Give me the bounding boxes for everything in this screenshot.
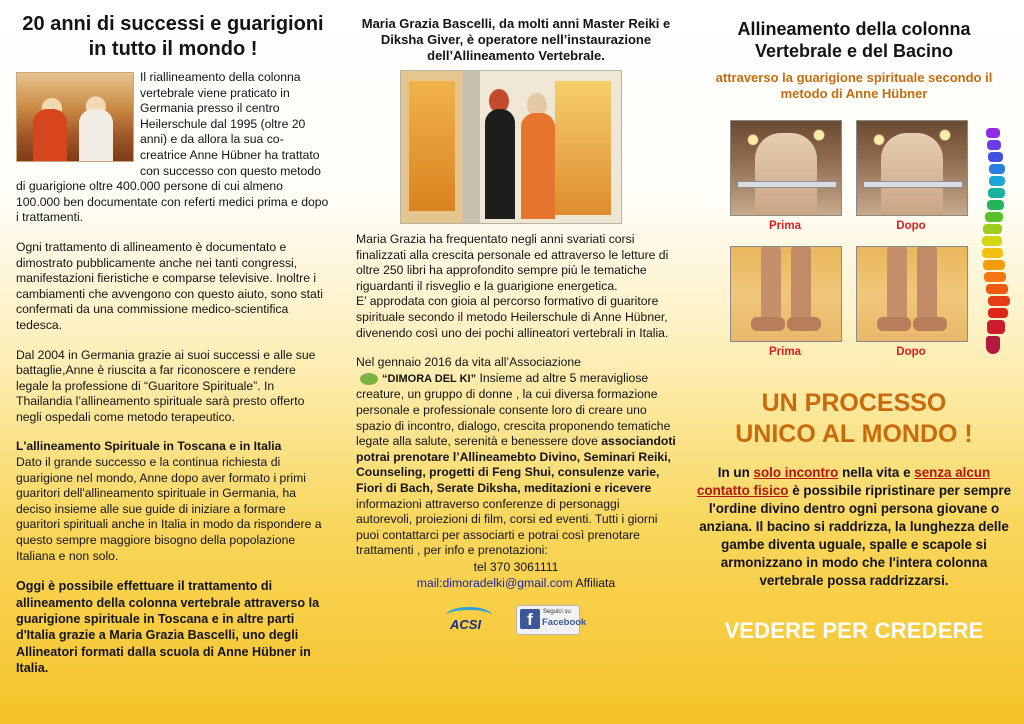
vertebra: [982, 236, 1002, 246]
vertebra: [988, 188, 1005, 198]
left-title: 20 anni di successi e guarigioni in tutto il mondo !: [22, 13, 324, 60]
foot: [787, 317, 821, 331]
vertebra: [983, 260, 1005, 270]
left-paragraph-3: Dal 2004 in Germania grazie ai suoi successi e alle sue battaglie,Anne è riuscita a far riconoscere e rendere legale la professione di “Guaritore Spirituale”. In Thailandia l’allineamento spirituale sarà presto offerto negli ospedali come metodo terapeutico.: [16, 347, 316, 424]
association-description: Insieme ad altre 5 meravigliose creature, un gruppo di donne , la cui diversa formazione personale e professionale consente loro di creare uno spazio di incontro, dialogo, crescita proponendo tematiche legate alla salute, serenità e benessere dove: [356, 370, 671, 449]
vertebra: [987, 140, 1001, 150]
vertebra: [988, 308, 1008, 318]
figure-body-2: [521, 113, 555, 219]
phone-number: tel 370 3061111: [473, 559, 559, 574]
figure-woman-2: [79, 109, 113, 161]
association-intro: Nel gennaio 2016 da vita all’Associazione: [356, 355, 581, 370]
mail-line: [356, 575, 676, 591]
association-services: associandoti potrai prenotare l’Allineamebto Divino, Seminari Reiki, Counseling, progetti di Feng Shui, consulenze varie, Fiori di Bach, Serate Diksha, meditazioni e ricevere: [356, 434, 676, 495]
acsi-text: ACSI: [450, 616, 482, 632]
left-paragraph-5: Oggi è possibile effettuare il trattamento di allineamento della colonna vertebrale attraverso la guarigione spirituale in Toscana e in altre parti d'Italia grazie a Maria Grazia Bascelli, uno degli Allineatori formati dalla scuola di Anne Hübner in Italia.: [16, 579, 320, 676]
vertebra: [987, 320, 1005, 334]
vertebra: [986, 128, 1000, 138]
before-after-grid: [730, 120, 982, 370]
desc-part-a: In un: [717, 465, 750, 480]
poster-left: [409, 81, 455, 211]
desc-one-meeting: solo incontro: [753, 465, 839, 480]
cta-vedere-per-credere: VEDERE PER CREDERE: [724, 618, 984, 643]
middle-paragraph-1: Maria Grazia ha frequentato negli anni svariati corsi finalizzati alla crescita personale ed attraverso le letture di oltre 250 libri ha approfondito sempre più le tematiche riguardanti il risveglio e la guarigione energetica.: [356, 232, 669, 293]
label-before-2: Prima: [769, 346, 801, 358]
left-subheading: L'allineamento Spirituale in Toscana e in Italia: [16, 439, 282, 454]
desc-part-b: nella vita e: [842, 465, 911, 480]
right-title: Allineamento della colonna Vertebrale e del Bacino: [737, 19, 971, 61]
figure-body-1: [485, 109, 515, 219]
leg: [917, 246, 937, 323]
figure-woman-1: [33, 109, 67, 161]
acsi-logo: [446, 605, 492, 633]
leg: [761, 246, 781, 323]
association-contact-text: informazioni attraverso conferenze di personaggi autorevoli, proiezioni di film, corsi ed eventi. Tutti i giorni puoi contattarci per associarti e potrai così prenotare trattamenti , per info e prenotazioni:: [356, 496, 658, 558]
sacrum: [986, 336, 1000, 354]
photo-legs-after: [856, 246, 968, 342]
left-paragraph-4: Dato il grande successo e la continua richiesta di guarigione nel mondo, Anne dopo aver formato i primi guaritori dell'allineamento spirituale in Germania, ha deciso insieme alle sue guide di iniziare a formare guaritori spirituali anche in Italia in modo da rispondere a questo sempre maggiore bisogno della popolazione Italiana e non solo.: [16, 455, 322, 563]
label-after-1: Dopo: [896, 220, 926, 232]
photo-certificate: [400, 70, 622, 224]
foot: [913, 317, 947, 331]
vertebra: [989, 164, 1005, 174]
poster-right: [555, 81, 611, 215]
vertebra: [988, 296, 1010, 306]
leg: [791, 246, 811, 323]
back-torso: [881, 133, 943, 215]
vertebra: [989, 176, 1005, 186]
leg: [887, 246, 907, 323]
photo-back-before: [730, 120, 842, 216]
level-bar: [737, 181, 837, 188]
photo-legs-before: [730, 246, 842, 342]
vertebra: [984, 272, 1006, 282]
dimora-leaf-icon: [360, 373, 378, 385]
back-torso: [755, 133, 817, 215]
photo-two-women: [16, 72, 134, 162]
middle-paragraph-3: [356, 355, 676, 559]
vertebra: [985, 212, 1003, 222]
left-paragraph-1: Il riallineamento della colonna vertebrale viene praticato in Germania presso il centro Heilerschule dal 1995 (oltre 20 anni) e da allora la sua co-creatrice Anne Hübner ha trattato con successo con questo metodo di guarigione oltre 400.000 persone di cui almeno 100.000 ben documentate con referti medici prima e dopo i trattamenti.: [16, 70, 329, 225]
vertebra: [982, 248, 1003, 258]
right-subtitle: attraverso la guarigione spirituale secondo il metodo di Anne Hübner: [715, 70, 993, 101]
level-bar: [863, 181, 963, 188]
vertebra: [987, 200, 1004, 210]
label-before-1: Prima: [769, 220, 801, 232]
logos-row: [446, 605, 676, 635]
process-title: UN PROCESSO UNICO AL MONDO !: [735, 389, 973, 448]
middle-paragraph-2: E’ approdata con gioia al percorso formativo di guaritore spirituale secondo il metodo Heilerschule di Anne Hübner, divenendo così uno dei pochi allineatori vertebrali in Italia.: [356, 294, 669, 340]
label-after-2: Dopo: [896, 346, 926, 358]
affiliata-label: Affiliata: [575, 575, 616, 590]
rainbow-spine-graphic: [976, 128, 1012, 356]
email-link[interactable]: mail:dimoradelki@gmail.com: [416, 575, 573, 590]
desc-part-c: è possibile ripristinare per sempre l'ordine divino dentro ogni persona giovane o anziana. Il bacino si raddrizza, la lunghezza delle gambe diventa uguale, spalle e scapole si armonizzano in modo che l'intera colonna vertebrale possa raddrizzarsi.: [699, 483, 1012, 588]
column-right: [682, 0, 1024, 724]
process-description: [694, 464, 1014, 590]
vertebra: [986, 284, 1008, 294]
dimora-logo: [360, 372, 476, 388]
facebook-badge[interactable]: [516, 605, 587, 635]
foot: [877, 317, 911, 331]
desc-no-contact: senza alcun contatto fisico: [696, 465, 991, 498]
facebook-follow-text: Seguici su: [543, 608, 571, 615]
vertebra: [983, 224, 1002, 234]
column-middle: [340, 0, 682, 724]
vertebra: [988, 152, 1003, 162]
facebook-name: Facebook: [542, 616, 587, 628]
left-paragraph-2: Ogni trattamento di allineamento è documentato e dimostrato pubblicamente anche nei tanti congressi, manifestazioni fieristiche e comparse televisive. Inoltre i cambiamenti che avvengono con questo aiuto, sono stati confermati da una commissione medico-scientifica tedesca.: [16, 239, 323, 332]
foot: [751, 317, 785, 331]
facebook-icon: f: [520, 609, 540, 629]
dimora-name: “DIMORA DEL KI”: [382, 372, 477, 385]
column-left: [0, 0, 340, 724]
middle-title: Maria Grazia Bascelli, da molti anni Master Reiki e Diksha Giver, è operatore nell’instaurazione dell’Allineamento Vertebrale.: [361, 16, 671, 63]
photo-back-after: [856, 120, 968, 216]
